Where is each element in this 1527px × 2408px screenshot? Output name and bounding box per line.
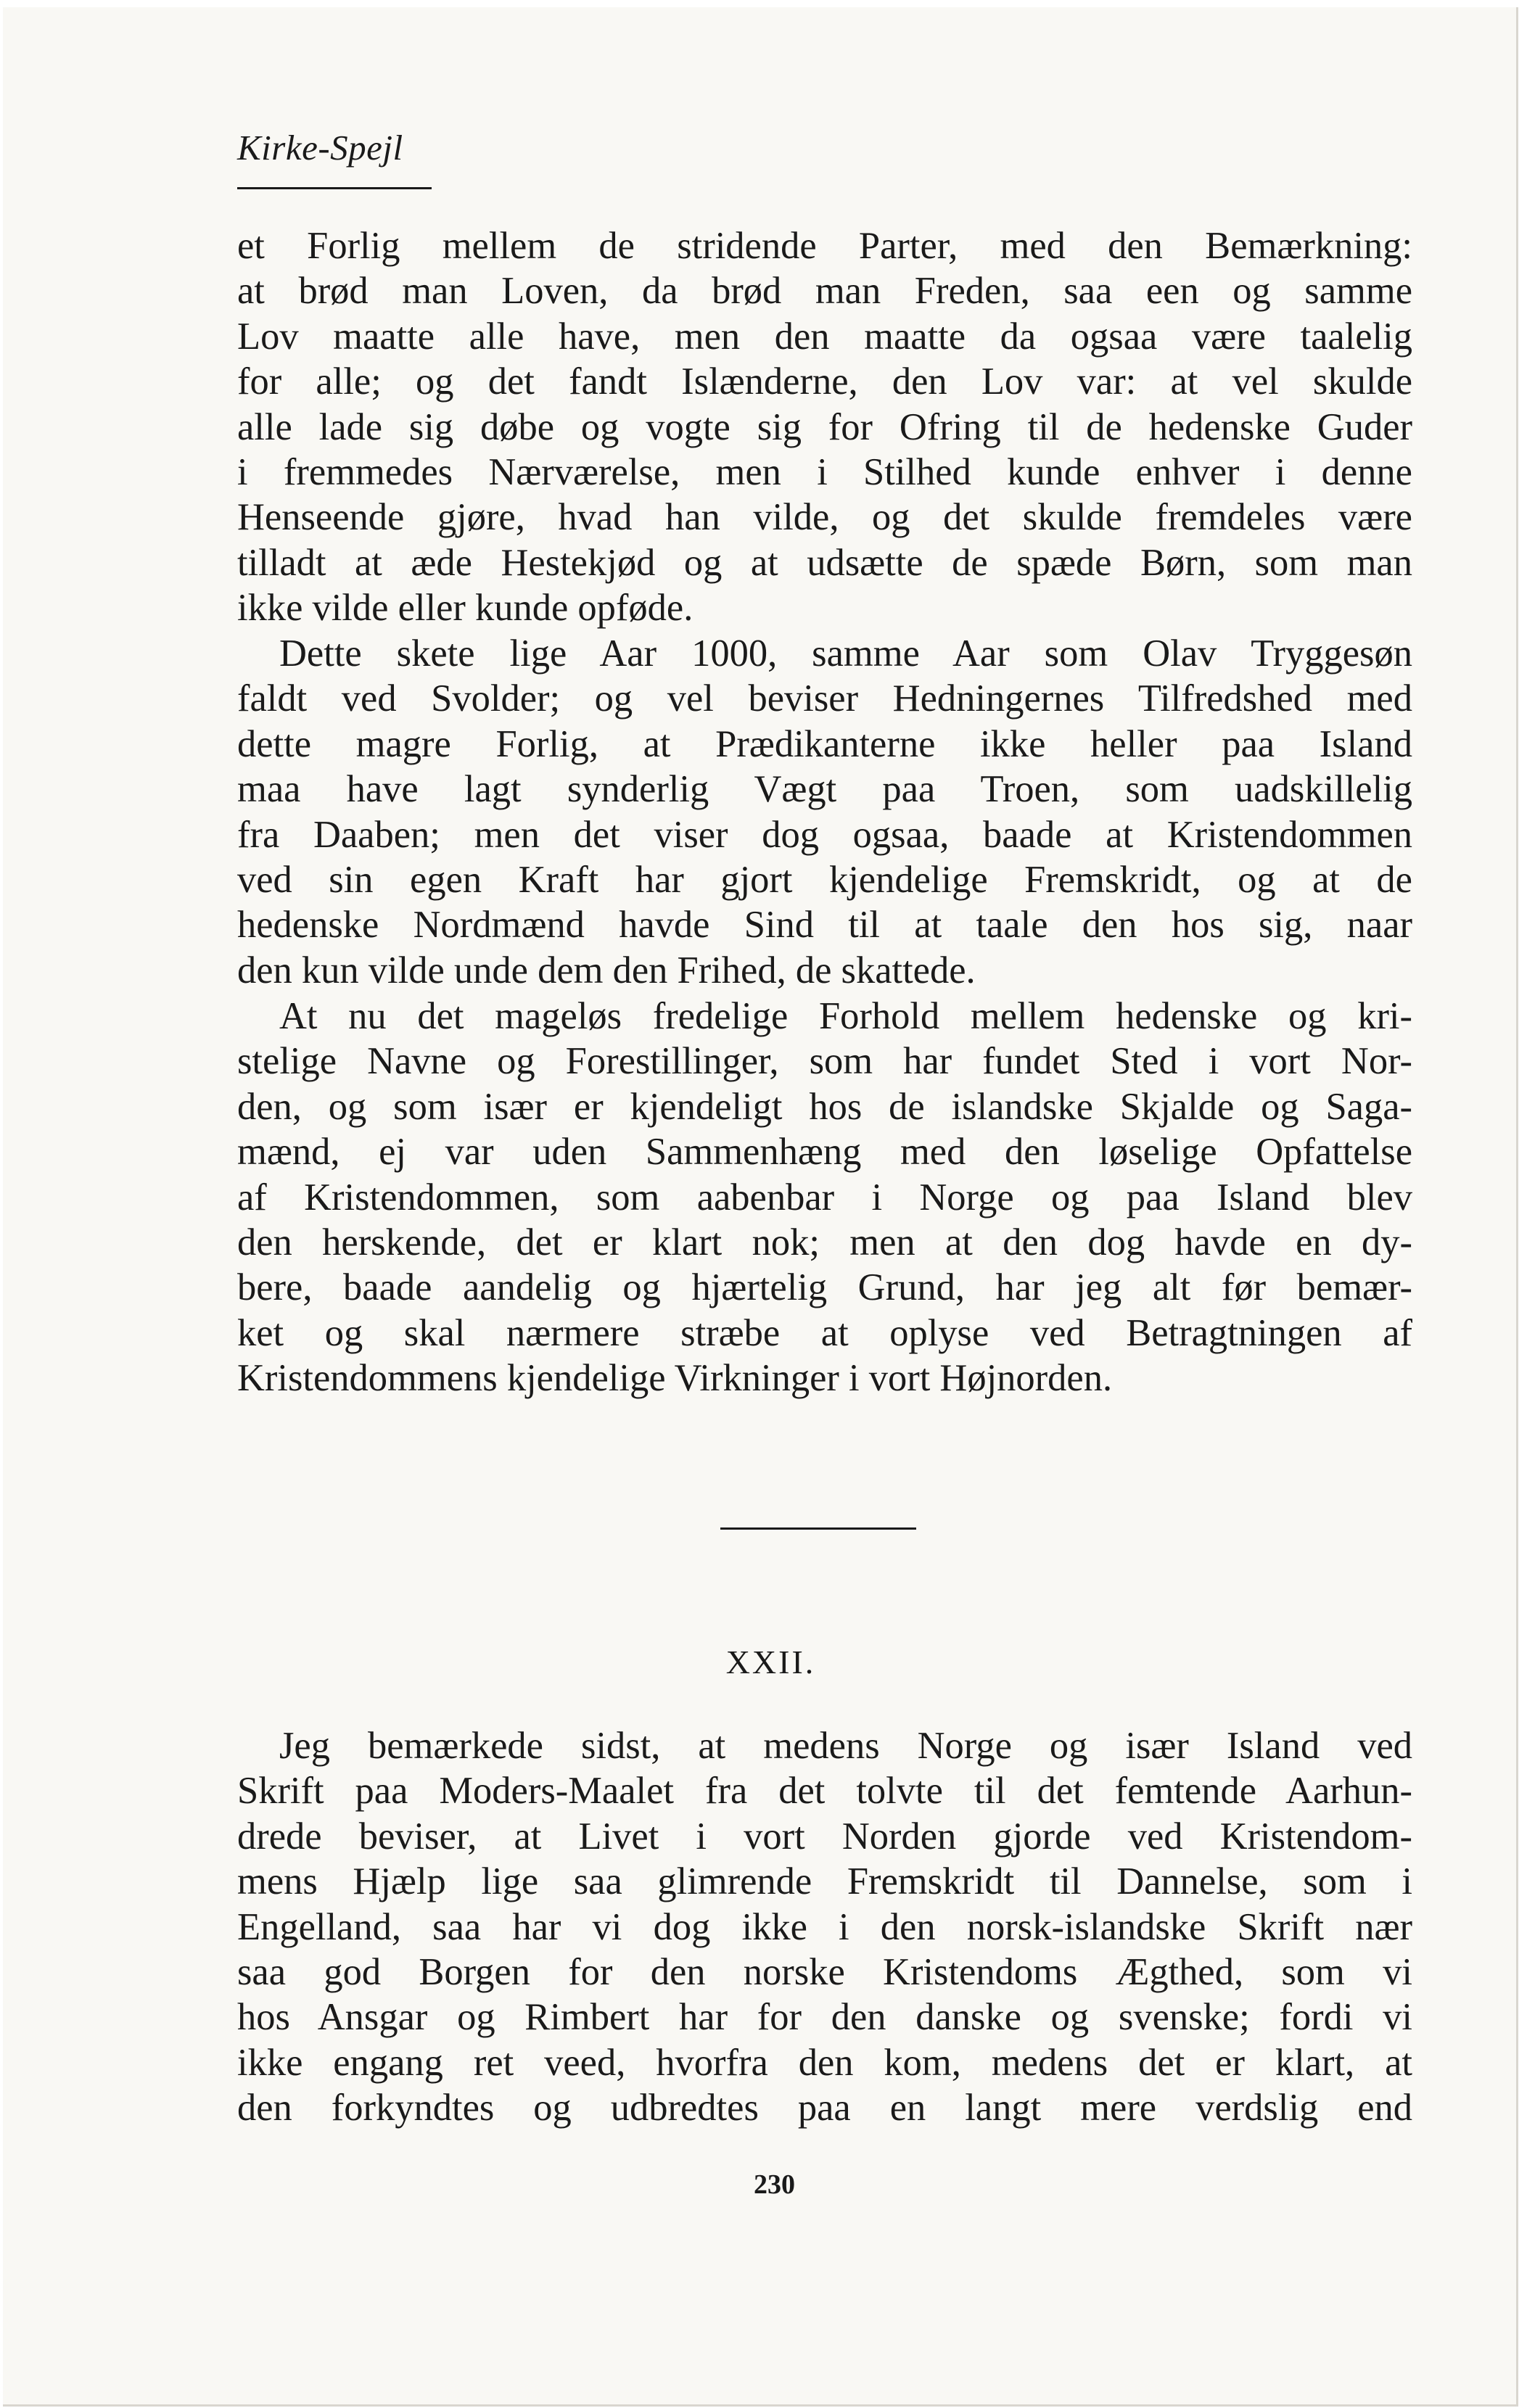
running-head-underline: [237, 187, 432, 189]
text-line: den kun vilde unde dem den Frihed, de skattede.: [237, 949, 976, 991]
text-line: Dette skete lige Aar 1000, samme Aar som Olav Tryggesøn: [279, 632, 1412, 675]
text-line: mens Hjælp lige saa glimrende Fremskridt til Dannelse, som i: [237, 1860, 1412, 1903]
text-line: alle lade sig døbe og vogte sig for Ofring til de hedenske Guder: [237, 405, 1412, 448]
chapter-heading: XXII.: [725, 1644, 816, 1681]
text-line: et Forlig mellem de stridende Parter, med den Bemærkning:: [237, 225, 1412, 267]
paragraph-continuation: [237, 223, 1412, 631]
text-line: i fremmedes Nærværelse, men i Stilhed kunde enhver i denne: [237, 450, 1412, 493]
text-line: bere, baade aandelig og hjærtelig Grund, har jeg alt før bemær-: [237, 1266, 1412, 1309]
text-line: drede beviser, at Livet i vort Norden gjorde ved Kristendom-: [237, 1815, 1412, 1857]
text-line: af Kristendommen, som aabenbar i Norge og paa Island blev: [237, 1176, 1412, 1219]
text-line: ikke engang ret veed, hvorfra den kom, medens det er klart, at: [237, 2041, 1412, 2084]
text-line: fra Daaben; men det viser dog ogsaa, baade at Kristendommen: [237, 813, 1412, 856]
text-line: ket og skal nærmere stræbe at oplyse ved Betragtningen af: [237, 1311, 1412, 1354]
text-line: Skrift paa Moders-Maalet fra det tolvte til det femtende Aarhun-: [237, 1770, 1412, 1813]
text-line: mænd, ej var uden Sammenhæng med den løselige Opfattelse: [237, 1131, 1412, 1174]
text-line: At nu det mageløs fredelige Forhold mellem hedenske og kri-: [279, 995, 1412, 1037]
text-line: dette magre Forlig, at Prædikanterne ikke heller paa Island: [237, 722, 1412, 765]
text-line: at brød man Loven, da brød man Freden, saa een og samme: [237, 270, 1412, 313]
text-line: Kristendommens kjendelige Virkninger i vort Højnorden.: [237, 1357, 1113, 1400]
section-divider: [720, 1527, 916, 1530]
text-line: hos Ansgar og Rimbert har for den danske og svenske; fordi vi: [237, 1996, 1412, 2039]
text-line: Engelland, saa har vi dog ikke i den norsk-islandske Skrift nær: [237, 1905, 1412, 1948]
text-line: maa have lagt synderlig Vægt paa Troen, som uadskillelig: [237, 768, 1412, 811]
text-line: tilladt at æde Hestekjød og at udsætte de spæde Børn, som man: [237, 541, 1412, 584]
page-number: 230: [754, 2169, 795, 2200]
running-head: Kirke-Spejl: [237, 128, 403, 168]
text-line: den, og som især er kjendeligt hos de islandske Skjalde og Saga-: [237, 1085, 1412, 1128]
text-line: faldt ved Svolder; og vel beviser Hedningernes Tilfredshed med: [237, 677, 1412, 720]
paragraph-aar-1000: [237, 631, 1412, 993]
text-line: for alle; og det fandt Islænderne, den Lov var: at vel skulde: [237, 360, 1412, 403]
text-line: Henseende gjøre, hvad han vilde, og det skulde fremdeles være: [237, 496, 1412, 539]
text-line: saa god Borgen for den norske Kristendoms Ægthed, som vi: [237, 1950, 1412, 1993]
text-line: Jeg bemærkede sidst, at medens Norge og især Island ved: [279, 1725, 1412, 1767]
paragraph-mageloes-forhold: [237, 994, 1412, 1401]
text-line: ikke vilde eller kunde opføde.: [237, 587, 693, 630]
text-line: hedenske Nordmænd havde Sind til at taale den hos sig, naar: [237, 904, 1412, 947]
text-line: Lov maatte alle have, men den maatte da ogsaa være taalelig: [237, 315, 1412, 358]
paragraph-chapter-xxii: [237, 1723, 1412, 2131]
text-line: stelige Navne og Forestillinger, som har fundet Sted i vort Nor-: [237, 1040, 1412, 1083]
text-line: ved sin egen Kraft har gjort kjendelige Fremskridt, og at de: [237, 858, 1412, 901]
text-line: den forkyndtes og udbredtes paa en langt mere verdslig end: [237, 2087, 1412, 2129]
text-line: den herskende, det er klart nok; men at den dog havde en dy-: [237, 1221, 1412, 1263]
